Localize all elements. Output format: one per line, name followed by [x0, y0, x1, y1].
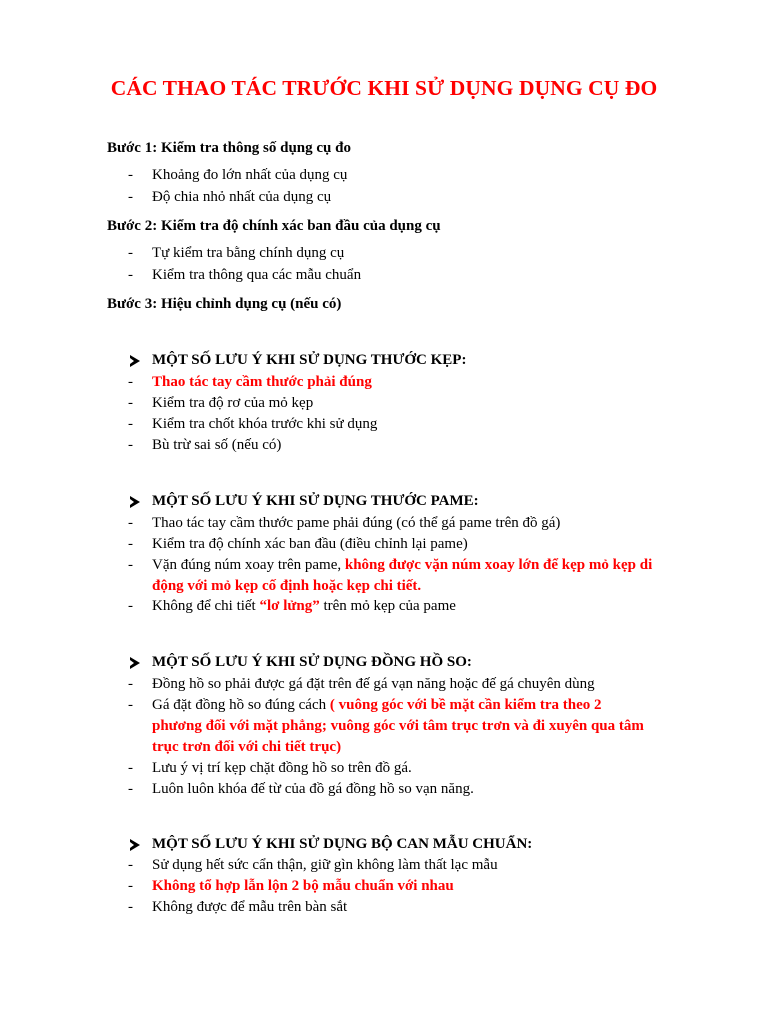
section-heading-can-mau-chuan: MỘT SỐ LƯU Ý KHI SỬ DỤNG BỘ CAN MẪU CHUẨN:	[152, 836, 533, 852]
step-1-heading: Bước 1: Kiểm tra thông số dụng cụ đo	[107, 140, 351, 156]
bullet-dash: -	[128, 557, 133, 573]
list-item: Tự kiểm tra bằng chính dụng cụ	[152, 245, 345, 261]
bullet-dash: -	[128, 760, 133, 776]
bullet-dash: -	[128, 536, 133, 552]
list-item: Khoảng đo lớn nhất của dụng cụ	[152, 167, 348, 183]
list-item-warning-continued: trục trơn đối với chi tiết trục)	[152, 739, 342, 755]
bullet-dash: -	[128, 515, 133, 531]
list-item: Lưu ý vị trí kẹp chặt đồng hồ so trên đồ gá.	[152, 760, 412, 776]
list-item-warning-continued: động với mỏ kẹp cố định hoặc kẹp chi tiết.	[152, 578, 422, 594]
bullet-dash: -	[128, 857, 133, 873]
list-item: Độ chia nhỏ nhất của dụng cụ	[152, 189, 332, 205]
bullet-dash: -	[128, 899, 133, 915]
list-item: Không tổ hợp lẫn lộn 2 bộ mẫu chuẩn với nhau	[152, 878, 454, 894]
list-item: Đồng hồ so phải được gá đặt trên đế gá vạn năng hoặc đế gá chuyên dùng	[152, 676, 595, 692]
bullet-dash: -	[128, 167, 133, 183]
bullet-dash: -	[128, 374, 133, 390]
step-2-heading: Bước 2: Kiểm tra độ chính xác ban đầu của dụng cụ	[107, 218, 441, 234]
bullet-dash: -	[128, 395, 133, 411]
list-item: Bù trừ sai số (nếu có)	[152, 437, 282, 453]
bullet-dash: -	[128, 676, 133, 692]
list-item	[152, 596, 456, 617]
bullet-dash: -	[128, 598, 133, 614]
bullet-dash: -	[128, 437, 133, 453]
bullet-dash: -	[128, 245, 133, 261]
list-item-text: Không để chi tiết	[152, 598, 260, 614]
section-heading-thuoc-kep: MỘT SỐ LƯU Ý KHI SỬ DỤNG THƯỚC KẸP:	[152, 352, 467, 368]
list-item: Sử dụng hết sức cẩn thận, giữ gìn không làm thất lạc mẫu	[152, 857, 498, 873]
list-item-text: Gá đặt đồng hồ so đúng cách	[152, 697, 330, 713]
section-heading-thuoc-pame: MỘT SỐ LƯU Ý KHI SỬ DỤNG THƯỚC PAME:	[152, 493, 479, 509]
list-item-warning: không được vặn núm xoay lớn để kẹp mỏ kẹp di	[344, 557, 653, 573]
list-item-warning: ( vuông góc với bề mặt cần kiểm tra theo 2	[329, 697, 602, 713]
list-item: Thao tác tay cầm thước phải đúng	[152, 374, 372, 390]
arrow-bullet-icon	[130, 839, 140, 851]
arrow-bullet-icon	[130, 496, 140, 508]
bullet-dash: -	[128, 697, 133, 713]
bullet-dash: -	[128, 781, 133, 797]
list-item: Kiểm tra độ chính xác ban đầu (điều chỉnh lại pame)	[152, 536, 468, 552]
arrow-bullet-icon	[130, 657, 140, 669]
bullet-dash: -	[128, 416, 133, 432]
list-item-emphasis: “lơ lửng”	[259, 598, 320, 614]
list-item: Kiểm tra thông qua các mẫu chuẩn	[152, 267, 362, 283]
list-item-text: Vặn đúng núm xoay trên pame,	[152, 557, 345, 573]
arrow-bullet-icon	[130, 355, 140, 367]
bullet-dash: -	[128, 267, 133, 283]
list-item-warning-continued: phương đối với mặt phẳng; vuông góc với tâm trục trơn và đi xuyên qua tâm	[152, 718, 644, 734]
bullet-dash: -	[128, 878, 133, 894]
step-3-heading: Bước 3: Hiệu chỉnh dụng cụ (nếu có)	[107, 296, 342, 312]
page-title: CÁC THAO TÁC TRƯỚC KHI SỬ DỤNG DỤNG CỤ ĐO	[110, 76, 658, 100]
list-item: Luôn luôn khóa đế từ của đồ gá đồng hồ so vạn năng.	[152, 781, 474, 797]
section-heading-dong-ho-so: MỘT SỐ LƯU Ý KHI SỬ DỤNG ĐỒNG HỒ SO:	[152, 654, 472, 670]
bullet-dash: -	[128, 189, 133, 205]
list-item: Kiểm tra chốt khóa trước khi sử dụng	[152, 416, 378, 432]
list-item	[152, 695, 602, 716]
list-item: Kiểm tra độ rơ của mỏ kẹp	[152, 395, 314, 411]
list-item	[152, 555, 652, 576]
list-item: Không được để mẫu trên bàn sắt	[152, 899, 348, 915]
list-item: Thao tác tay cầm thước pame phải đúng (có thể gá pame trên đồ gá)	[152, 515, 561, 531]
list-item-text: trên mỏ kẹp của pame	[319, 598, 456, 614]
